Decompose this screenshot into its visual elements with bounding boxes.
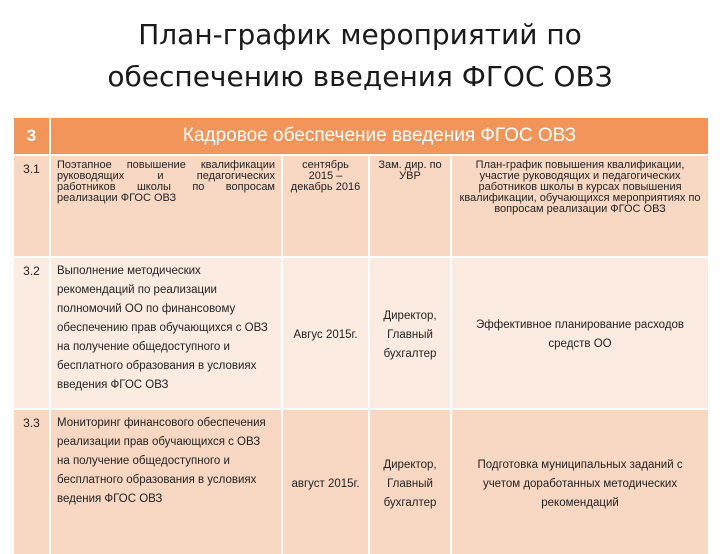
slide-title bbox=[0, 14, 720, 98]
result-cell: Подготовка муниципальных заданий с учетом доработанных методических рекомендаций bbox=[451, 409, 709, 554]
table-row bbox=[14, 155, 709, 257]
table-header-row bbox=[14, 118, 709, 155]
slide-title-line1: План-график мероприятий по bbox=[138, 18, 582, 51]
table-row bbox=[14, 257, 709, 409]
result-cell: План-график повышения квалификации, участие руководящих и педагогических работников школы в курсах повышения квалификации, обучающихся мероприятиях по вопросам реализации ФГОС ОВЗ bbox=[451, 155, 709, 257]
deadline-cell: Авгус 2015г. bbox=[282, 257, 369, 409]
row-number: 3.2 bbox=[14, 257, 50, 409]
deadline-cell: сентябрь 2015 – декабрь 2016 bbox=[282, 155, 369, 257]
activity-cell: Выполнение методических рекомендаций по реализации полномочий ОО по финансовому обеспечению прав обучающихся с ОВЗ на получение общедоступного и бесплатного образования в условиях введения ФГОС ОВЗ bbox=[50, 257, 282, 409]
table-row bbox=[14, 409, 709, 554]
plan-table bbox=[14, 118, 710, 554]
deadline-cell: август 2015г. bbox=[282, 409, 369, 554]
activity-cell: Мониторинг финансового обеспечения реализации прав обучающихся с ОВЗ на получение общедоступного и бесплатного образования в условиях ведения ФГОС ОВЗ bbox=[50, 409, 282, 554]
responsible-cell: Директор, Главный бухгалтер bbox=[369, 409, 451, 554]
responsible-cell: Директор, Главный бухгалтер bbox=[369, 257, 451, 409]
slide-title-line2: обеспечению введения ФГОС ОВЗ bbox=[107, 60, 613, 93]
result-cell: Эффективное планирование расходов средств ОО bbox=[451, 257, 709, 409]
activity-cell: Поэтапное повышение квалификации руководящих и педагогических работников школы по вопросам реализации ФГОС ОВЗ bbox=[50, 155, 282, 257]
row-number: 3.1 bbox=[14, 155, 50, 257]
responsible-cell: Зам. дир. по УВР bbox=[369, 155, 451, 257]
plan-table-container bbox=[14, 118, 709, 536]
row-number: 3.3 bbox=[14, 409, 50, 554]
section-title: Кадровое обеспечение введения ФГОС ОВЗ bbox=[50, 118, 709, 155]
section-number: 3 bbox=[14, 118, 50, 155]
